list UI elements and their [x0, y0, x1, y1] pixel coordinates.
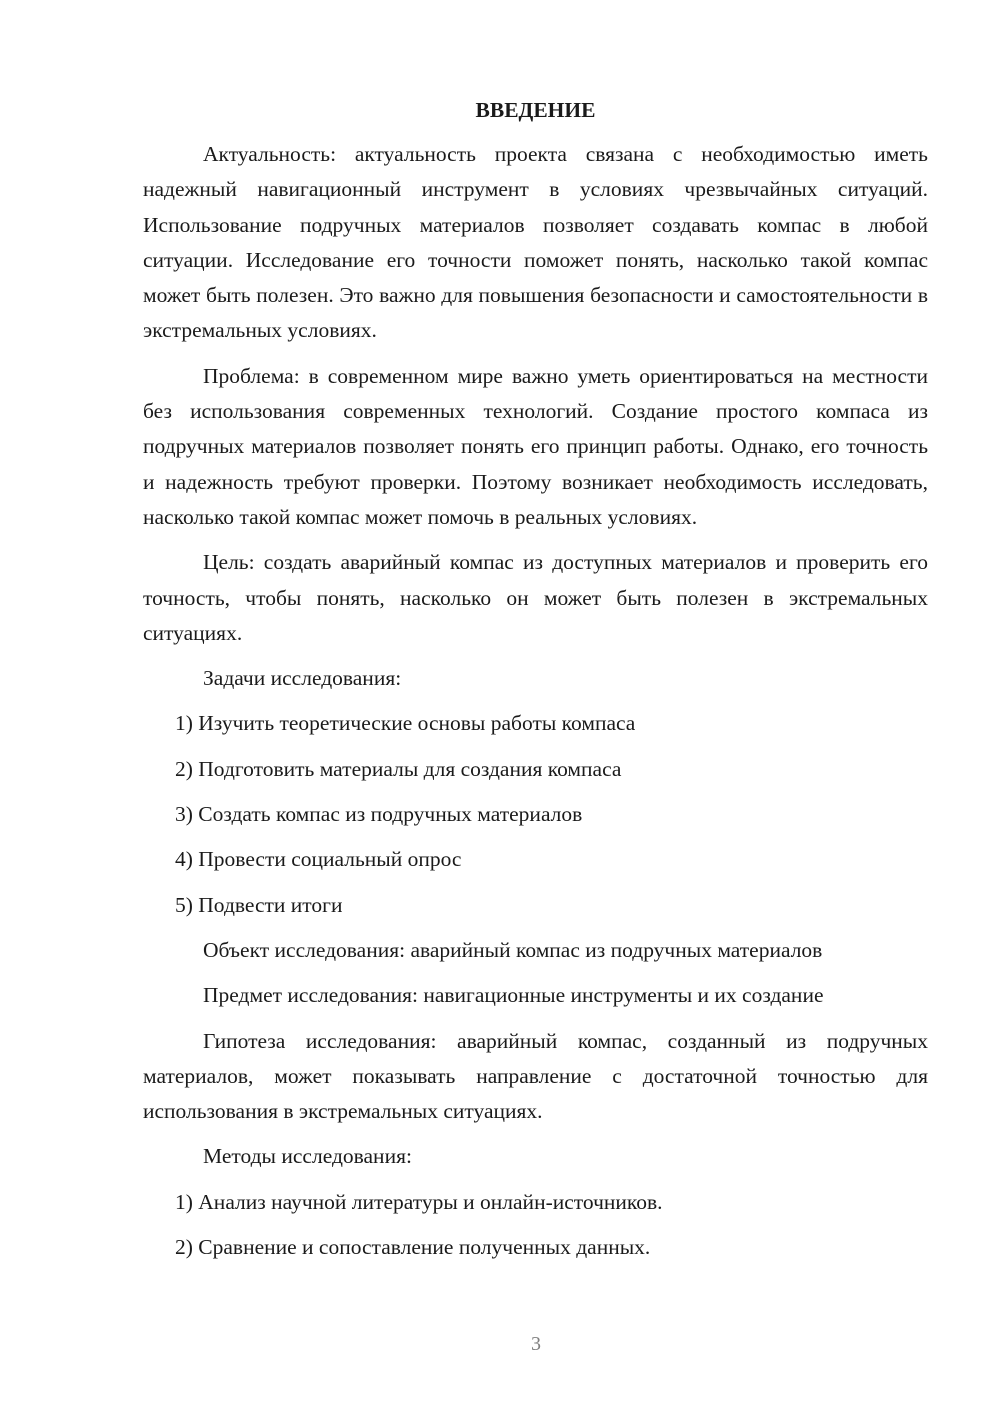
- problem-paragraph: Проблема: в современном мире важно уметь ориентироваться на местности без использования современных технологий. Создание простого компаса из подручных материалов позволяет понять его принцип работы. Однако, его точность и надежность требуют проверки. Поэтому возникает необходимость исследовать, насколько такой компас может помочь в реальных условиях.: [143, 363, 928, 529]
- list-item: 2) Сравнение и сопоставление полученных данных.: [175, 1235, 651, 1260]
- tasks-heading: Задачи исследования:: [203, 666, 402, 691]
- list-item: 3) Создать компас из подручных материалов: [175, 802, 583, 827]
- list-item: 5) Подвести итоги: [175, 892, 343, 917]
- tasks-list: [143, 706, 928, 922]
- list-item: 1) Изучить теоретические основы работы компаса: [175, 711, 636, 736]
- methods-list: [143, 1185, 928, 1266]
- subject-paragraph: Предмет исследования: навигационные инструменты и их создание: [203, 983, 824, 1008]
- list-item: 2) Подготовить материалы для создания компаса: [175, 756, 622, 781]
- section-title: ВВЕДЕНИЕ: [475, 98, 596, 122]
- methods-heading: Методы исследования:: [203, 1144, 412, 1169]
- relevance-paragraph: Актуальность: актуальность проекта связана с необходимостью иметь надежный навигационный инструмент в условиях чрезвычайных ситуаций. Использование подручных материалов позволяет создавать компас в любой ситуации. Исследование его точности поможет понять, насколько такой компас может быть полезен. Это важно для повышения безопасности и самостоятельности в экстремальных условиях.: [143, 142, 928, 343]
- list-item: 4) Провести социальный опрос: [175, 847, 462, 872]
- page-number: 3: [531, 1333, 541, 1355]
- document-body: [143, 95, 928, 1275]
- object-paragraph: Объект исследования: аварийный компас из подручных материалов: [203, 937, 823, 962]
- list-item: 1) Анализ научной литературы и онлайн-источников.: [175, 1189, 663, 1214]
- hypothesis-paragraph: Гипотеза исследования: аварийный компас, созданный из подручных материалов, может показывать направление с достаточной точностью для использования в экстремальных ситуациях.: [143, 1028, 928, 1124]
- goal-paragraph: Цель: создать аварийный компас из доступных материалов и проверить его точность, чтобы понять, насколько он может быть полезен в экстремальных ситуациях.: [143, 550, 928, 645]
